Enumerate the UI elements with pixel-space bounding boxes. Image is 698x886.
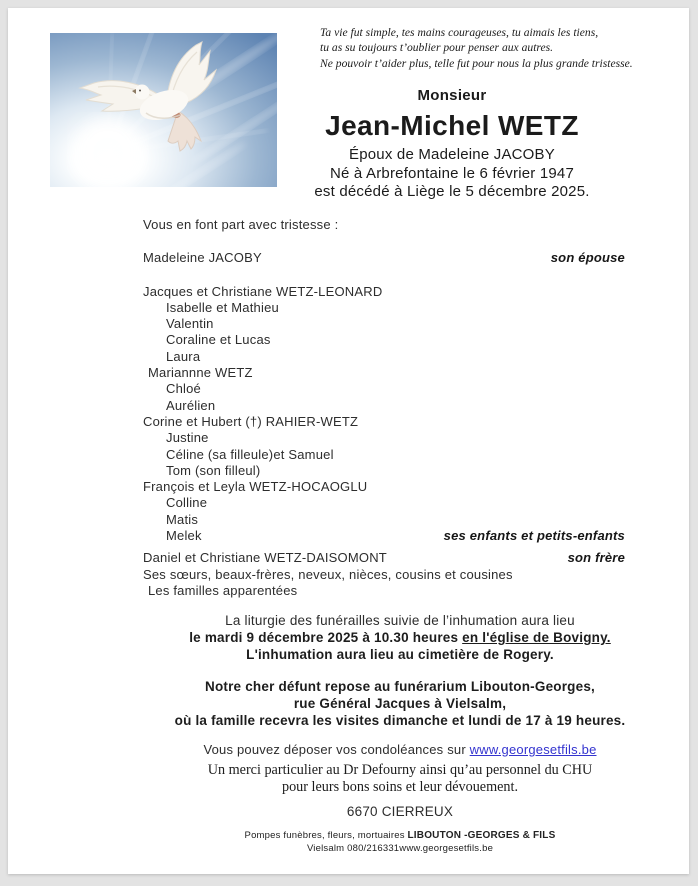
memorial-quote — [320, 25, 689, 71]
salutation: Monsieur — [417, 87, 487, 104]
repose-info — [110, 678, 689, 729]
quote-line: Ne pouvoir t’aider plus, telle fut pour nous la plus grande tristesse. — [320, 56, 633, 70]
relation-label: son frère — [567, 550, 625, 566]
family-list — [143, 217, 625, 599]
quote-line: Ta vie fut simple, tes mains courageuses, tu aimais les tiens, — [320, 26, 599, 39]
family-member-name: Laura — [166, 348, 201, 364]
footer-services-text: Pompes funèbres, fleurs, mortuaires — [244, 830, 408, 841]
family-member-name: Aurélien — [166, 397, 216, 413]
family-member-name: Madeleine JACOBY — [143, 250, 262, 266]
dove-photo — [50, 33, 277, 187]
brother-row — [143, 550, 625, 566]
repose-line: Notre cher défunt repose au funérarium Libouton-Georges, — [205, 679, 595, 694]
family-member-name: François et Leyla WETZ-HOCAOGLU — [143, 479, 368, 495]
family-member-name: Daniel et Christiane WETZ-DAISOMONT — [143, 550, 387, 566]
quote-line: tu as su toujours t’oublier pour penser aux autres. — [320, 41, 554, 55]
family-row — [143, 332, 625, 348]
family-row — [143, 316, 625, 332]
family-member-name: Colline — [166, 495, 208, 511]
family-member-name: Matis — [166, 511, 199, 527]
ceremony-church-text: en l'église de Bovigny. — [462, 630, 611, 645]
family-member-name: Jacques et Christiane WETZ-LEONARD — [143, 283, 383, 299]
funeral-home-name: LIBOUTON -GEORGES & FILS — [407, 830, 556, 841]
family-row — [143, 463, 625, 479]
deceased-name: Jean-Michel WETZ — [325, 110, 579, 141]
family-member-name: Tom (son filleul) — [166, 462, 261, 478]
spouse-row — [143, 250, 625, 266]
ceremony-date-text: le mardi 9 décembre 2025 à 10.30 heures — [189, 630, 463, 645]
condolences-link[interactable]: www.georgesetfils.be — [469, 742, 597, 757]
family-row — [143, 349, 625, 365]
family-member-name: Corine et Hubert (†) RAHIER-WETZ — [143, 413, 359, 429]
funeral-home-footer — [110, 830, 689, 855]
family-others: Les familles apparentées — [148, 582, 298, 598]
condolences-info — [110, 742, 689, 820]
spouse-line: Époux de Madeleine JACOBY — [349, 146, 555, 163]
spacer — [143, 267, 625, 284]
ceremony-line-date — [110, 629, 689, 646]
family-row — [143, 479, 625, 495]
family-row — [143, 398, 625, 414]
family-member-name: Céline (sa filleule)et Samuel — [166, 446, 334, 462]
family-row — [143, 447, 625, 463]
thanks-line: Un merci particulier au Dr Defourny ainsi qu’au personnel du CHU — [207, 762, 593, 778]
family-row — [143, 583, 625, 599]
family-row — [143, 300, 625, 316]
footer-line — [110, 830, 689, 843]
family-row — [143, 381, 625, 397]
thanks-block — [110, 762, 689, 796]
family-member-name: Mariannne WETZ — [148, 365, 253, 381]
family-row — [143, 365, 625, 381]
announcement-intro: Vous en font part avec tristesse : — [143, 217, 339, 232]
deceased-header — [277, 87, 627, 202]
ceremony-info — [110, 612, 689, 663]
birth-line: Né à Arbrefontaine le 6 février 1947 — [329, 164, 574, 182]
relation-label: son épouse — [550, 250, 625, 266]
family-row — [143, 495, 625, 511]
condolences-line — [110, 742, 689, 758]
family-row — [143, 284, 625, 300]
family-member-name: Isabelle et Mathieu — [166, 299, 279, 315]
city-line: 6670 CIERREUX — [346, 804, 454, 819]
death-line: est décédé à Liège le 5 décembre 2025. — [314, 183, 590, 200]
footer-contact-line: Vielsalm 080/216331www.georgesetfils.be — [306, 842, 494, 854]
repose-line: rue Général Jacques à Vielsalm, — [293, 696, 507, 711]
repose-line: où la famille recevra les visites dimanche et lundi de 17 à 19 heures. — [174, 713, 626, 728]
family-row-children-relation — [143, 528, 625, 544]
family-others: Ses sœurs, beaux-frères, neveux, nièces, cousins et cousines — [143, 566, 513, 582]
dove-photo-illustration — [50, 33, 277, 187]
family-member-name: Chloé — [166, 381, 201, 397]
family-member-name: Coraline et Lucas — [166, 332, 271, 348]
family-row — [143, 430, 625, 446]
relation-label: ses enfants et petits-enfants — [443, 528, 625, 544]
family-member-name: Melek — [166, 528, 202, 544]
condolences-text: Vous pouvez déposer vos condoléances sur — [203, 742, 470, 757]
obituary-page — [8, 8, 689, 874]
ceremony-line-burial: L'inhumation aura lieu au cimetière de Rogery. — [246, 647, 554, 662]
thanks-line: pour leurs bons soins et leur dévouement. — [281, 779, 519, 795]
family-member-name: Justine — [166, 430, 209, 446]
family-row — [143, 567, 625, 583]
ceremony-line: La liturgie des funérailles suivie de l’inhumation aura lieu — [225, 613, 575, 628]
family-row — [143, 512, 625, 528]
family-member-name: Valentin — [166, 316, 214, 332]
family-row — [143, 414, 625, 430]
